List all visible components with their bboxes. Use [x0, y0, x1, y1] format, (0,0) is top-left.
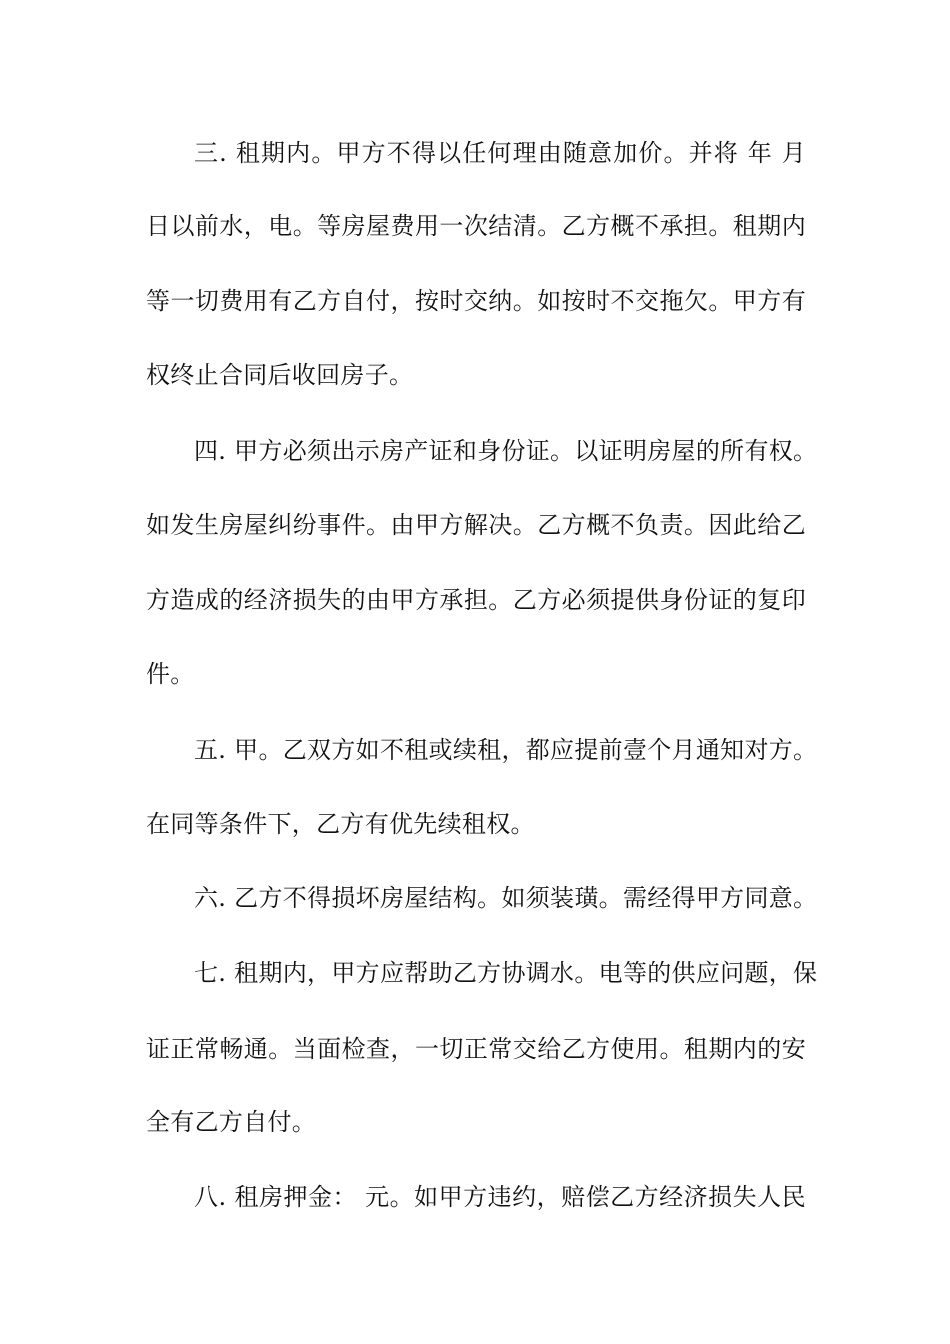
- clause-4-line-3: 方造成的经济损失的由甲方承担。乙方必须提供身份证的复印: [146, 586, 806, 614]
- clause-4-line-1: 四. 甲方必须出示房产证和身份证。以证明房屋的所有权。: [194, 437, 818, 465]
- clause-7-line-3: 全有乙方自付。: [146, 1108, 317, 1136]
- clause-3-line-1: 三. 租期内。甲方不得以任何理由随意加价。并将 年 月: [194, 139, 806, 167]
- clause-3-line-3: 等一切费用有乙方自付，按时交纳。如按时不交拖欠。甲方有: [146, 287, 806, 315]
- clause-7-line-1: 七. 租期内，甲方应帮助乙方协调水。电等的供应问题，保: [194, 959, 818, 987]
- clause-3-line-2: 日以前水，电。等房屋费用一次结清。乙方概不承担。租期内: [146, 212, 806, 240]
- clause-4-line-2: 如发生房屋纠纷事件。由甲方解决。乙方概不负责。因此给乙: [146, 511, 806, 539]
- clause-3-line-4: 权终止合同后收回房子。: [146, 361, 414, 389]
- clause-6-line-1: 六. 乙方不得损坏房屋结构。如须装璜。需经得甲方同意。: [194, 884, 818, 912]
- clause-4-line-4: 件。: [146, 660, 195, 688]
- clause-5-line-1: 五. 甲。乙双方如不租或续租，都应提前壹个月通知对方。: [194, 736, 818, 764]
- clause-8-line-1: 八. 租房押金： 元。如甲方违约，赔偿乙方经济损失人民: [194, 1183, 806, 1211]
- clause-7-line-2: 证正常畅通。当面检查，一切正常交给乙方使用。租期内的安: [146, 1035, 806, 1063]
- clause-5-line-2: 在同等条件下，乙方有优先续租权。: [146, 810, 535, 838]
